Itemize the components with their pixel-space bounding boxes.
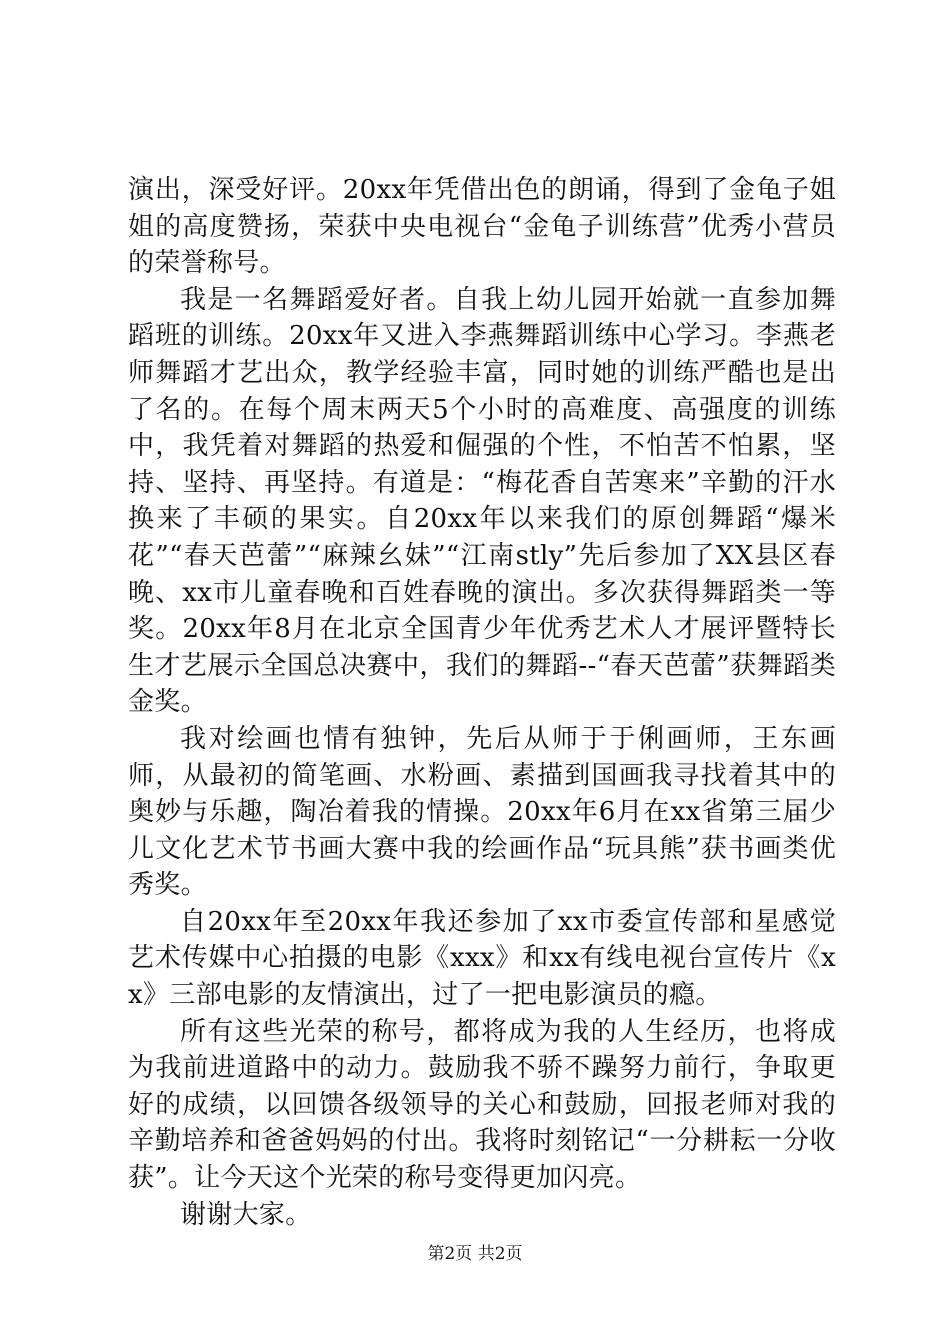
paragraph-thanks: 谢谢大家。 [180, 1199, 312, 1230]
paragraph-painting: 我对绘画也情有独钟，先后从师于于俐画师，王东画师，从最初的简笔画、水粉画、素描到国画我寻找着其中的奥妙与乐趣，陶冶着我的情操。20xx年6月在xx省第三届少儿文化艺术节书画大赛中我的绘画作品“玩具熊”获书画类优秀奖。 [128, 723, 836, 901]
paragraph-dance: 我是一名舞蹈爱好者。自我上幼儿园开始就一直参加舞蹈班的训练。20xx年又进入李燕舞蹈训练中心学习。李燕老师舞蹈才艺出众，教学经验丰富，同时她的训练严酷也是出了名的。在每个周末两天5个小时的高难度、高强度的训练中，我凭着对舞蹈的热爱和倔强的个性，不怕苦不怕累，坚持、坚持、再坚持。有道是：“梅花香自苦寒来”辛勤的汗水换来了丰硕的果实。自20xx年以来我们的原创舞蹈“爆米花”“春天芭蕾”“麻辣幺妹”“江南stly”先后参加了XX县区春晚、xx市儿童春晚和百姓春晚的演出。多次获得舞蹈类一等奖。20xx年8月在北京全国青少年优秀艺术人才展评暨特长生才艺展示全国总决赛中，我们的舞蹈--“春天芭蕾”获舞蹈类金奖。 [128, 284, 836, 718]
paragraph-closing: 所有这些光荣的称号，都将成为我的人生经历，也将成为我前进道路中的动力。鼓励我不骄不躁努力前行，争取更好的成绩，以回馈各级领导的关心和鼓励，回报老师对我的辛勤培养和爸爸妈妈的付出。我将时刻铭记“一分耕耘一分收获”。让今天这个光荣的称号变得更加闪亮。 [128, 1016, 836, 1194]
paragraph-continuation: 演出，深受好评。20xx年凭借出色的朗诵，得到了金龟子姐姐的高度赞扬，荣获中央电视台“金龟子训练营”优秀小营员的荣誉称号。 [128, 175, 836, 279]
page-footer [0, 1242, 950, 1266]
page-number: 第2页 共2页 [427, 1244, 523, 1264]
document-body [128, 172, 836, 1233]
paragraph-film: 自20xx年至20xx年我还参加了xx市委宣传部和星感觉艺术传媒中心拍摄的电影《xxx》和xx有线电视台宣传片《xx》三部电影的友情演出，过了一把电影演员的瘾。 [128, 906, 836, 1011]
